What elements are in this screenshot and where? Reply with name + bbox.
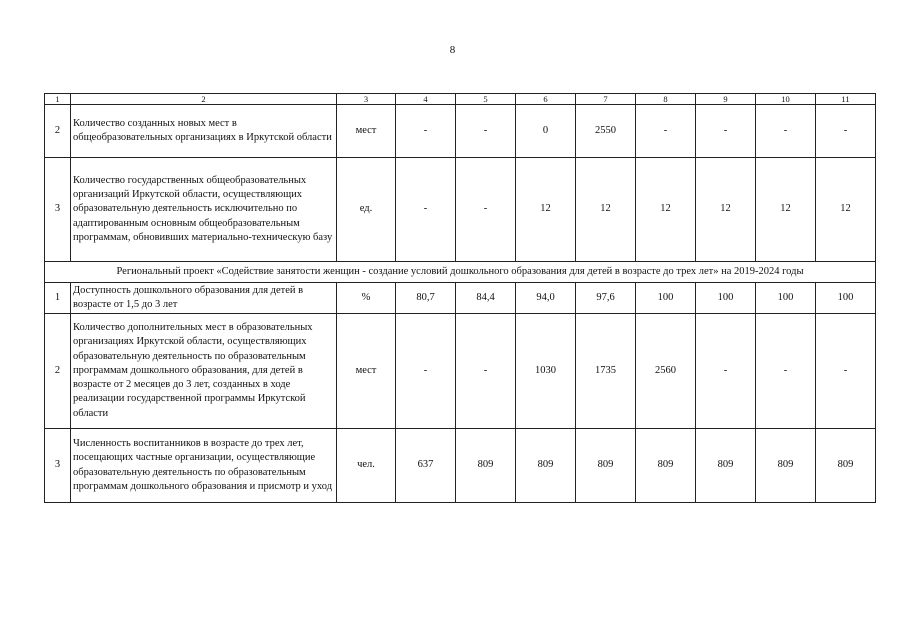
value-cell: 637	[396, 429, 456, 503]
section-row	[45, 262, 876, 283]
unit-cell: ед.	[337, 158, 396, 262]
value-cell: 97,6	[576, 283, 636, 314]
value-cell: -	[396, 314, 456, 429]
value-cell: -	[696, 314, 756, 429]
value-cell: 2550	[576, 105, 636, 158]
header-row	[45, 94, 876, 105]
value-cell: 0	[516, 105, 576, 158]
header-cell: 9	[696, 94, 756, 105]
header-cell: 2	[71, 94, 337, 105]
value-cell: 12	[576, 158, 636, 262]
value-cell: -	[456, 158, 516, 262]
value-cell: -	[816, 314, 876, 429]
header-cell: 11	[816, 94, 876, 105]
value-cell: 809	[756, 429, 816, 503]
value-cell: 100	[636, 283, 696, 314]
value-cell: 100	[756, 283, 816, 314]
value-cell: -	[756, 105, 816, 158]
header-cell: 5	[456, 94, 516, 105]
row-number: 3	[45, 158, 71, 262]
value-cell: 12	[816, 158, 876, 262]
value-cell: 809	[576, 429, 636, 503]
header-cell: 7	[576, 94, 636, 105]
value-cell: 100	[816, 283, 876, 314]
value-cell: 12	[516, 158, 576, 262]
header-cell: 4	[396, 94, 456, 105]
table-row	[45, 429, 876, 503]
indicator-name: Количество государственных общеобразовательных организаций Иркутской области, осуществляющих образовательную деятельность исключительно по адаптированным основным общеобразовательным программам, обновивших материально-техническую базу	[71, 158, 337, 262]
unit-cell: чел.	[337, 429, 396, 503]
header-cell: 6	[516, 94, 576, 105]
unit-cell: мест	[337, 105, 396, 158]
value-cell: 809	[456, 429, 516, 503]
indicator-name: Численность воспитанников в возрасте до трех лет, посещающих частные организации, осуществляющие образовательную деятельность по образовательным программам дошкольного образования и присмотр и уход	[71, 429, 337, 503]
row-number: 2	[45, 314, 71, 429]
table-row	[45, 158, 876, 262]
value-cell: -	[456, 105, 516, 158]
value-cell: 80,7	[396, 283, 456, 314]
indicators-table	[44, 93, 876, 503]
value-cell: 1030	[516, 314, 576, 429]
table-row	[45, 314, 876, 429]
value-cell: -	[816, 105, 876, 158]
header-cell: 10	[756, 94, 816, 105]
unit-cell: %	[337, 283, 396, 314]
row-number: 2	[45, 105, 71, 158]
value-cell: -	[456, 314, 516, 429]
value-cell: 84,4	[456, 283, 516, 314]
value-cell: 809	[816, 429, 876, 503]
value-cell: 809	[636, 429, 696, 503]
row-number: 3	[45, 429, 71, 503]
unit-cell: мест	[337, 314, 396, 429]
value-cell: 809	[696, 429, 756, 503]
header-cell: 8	[636, 94, 696, 105]
value-cell: 1735	[576, 314, 636, 429]
value-cell: -	[696, 105, 756, 158]
header-cell: 1	[45, 94, 71, 105]
value-cell: 809	[516, 429, 576, 503]
value-cell: -	[756, 314, 816, 429]
table-row	[45, 105, 876, 158]
page-number: 8	[449, 44, 456, 56]
value-cell: 2560	[636, 314, 696, 429]
indicator-name: Количество созданных новых мест в общеобразовательных организациях в Иркутской области	[71, 105, 337, 158]
indicator-name: Количество дополнительных мест в образовательных организациях Иркутской области, осуществляющих образовательную деятельность по образовательным программам дошкольного образования, для детей в возрасте от 2 месяцев до 3 лет, созданных в ходе реализации государственной программы Иркутской области	[71, 314, 337, 429]
table-row	[45, 283, 876, 314]
value-cell: -	[396, 158, 456, 262]
value-cell: 12	[696, 158, 756, 262]
section-title: Региональный проект «Содействие занятости женщин - создание условий дошкольного образования для детей в возрасте до трех лет» на 2019-2024 годы	[45, 262, 876, 283]
value-cell: 12	[756, 158, 816, 262]
value-cell: -	[396, 105, 456, 158]
value-cell: 100	[696, 283, 756, 314]
value-cell: -	[636, 105, 696, 158]
row-number: 1	[45, 283, 71, 314]
value-cell: 94,0	[516, 283, 576, 314]
indicator-name: Доступность дошкольного образования для детей в возрасте от 1,5 до 3 лет	[71, 283, 337, 314]
header-cell: 3	[337, 94, 396, 105]
value-cell: 12	[636, 158, 696, 262]
